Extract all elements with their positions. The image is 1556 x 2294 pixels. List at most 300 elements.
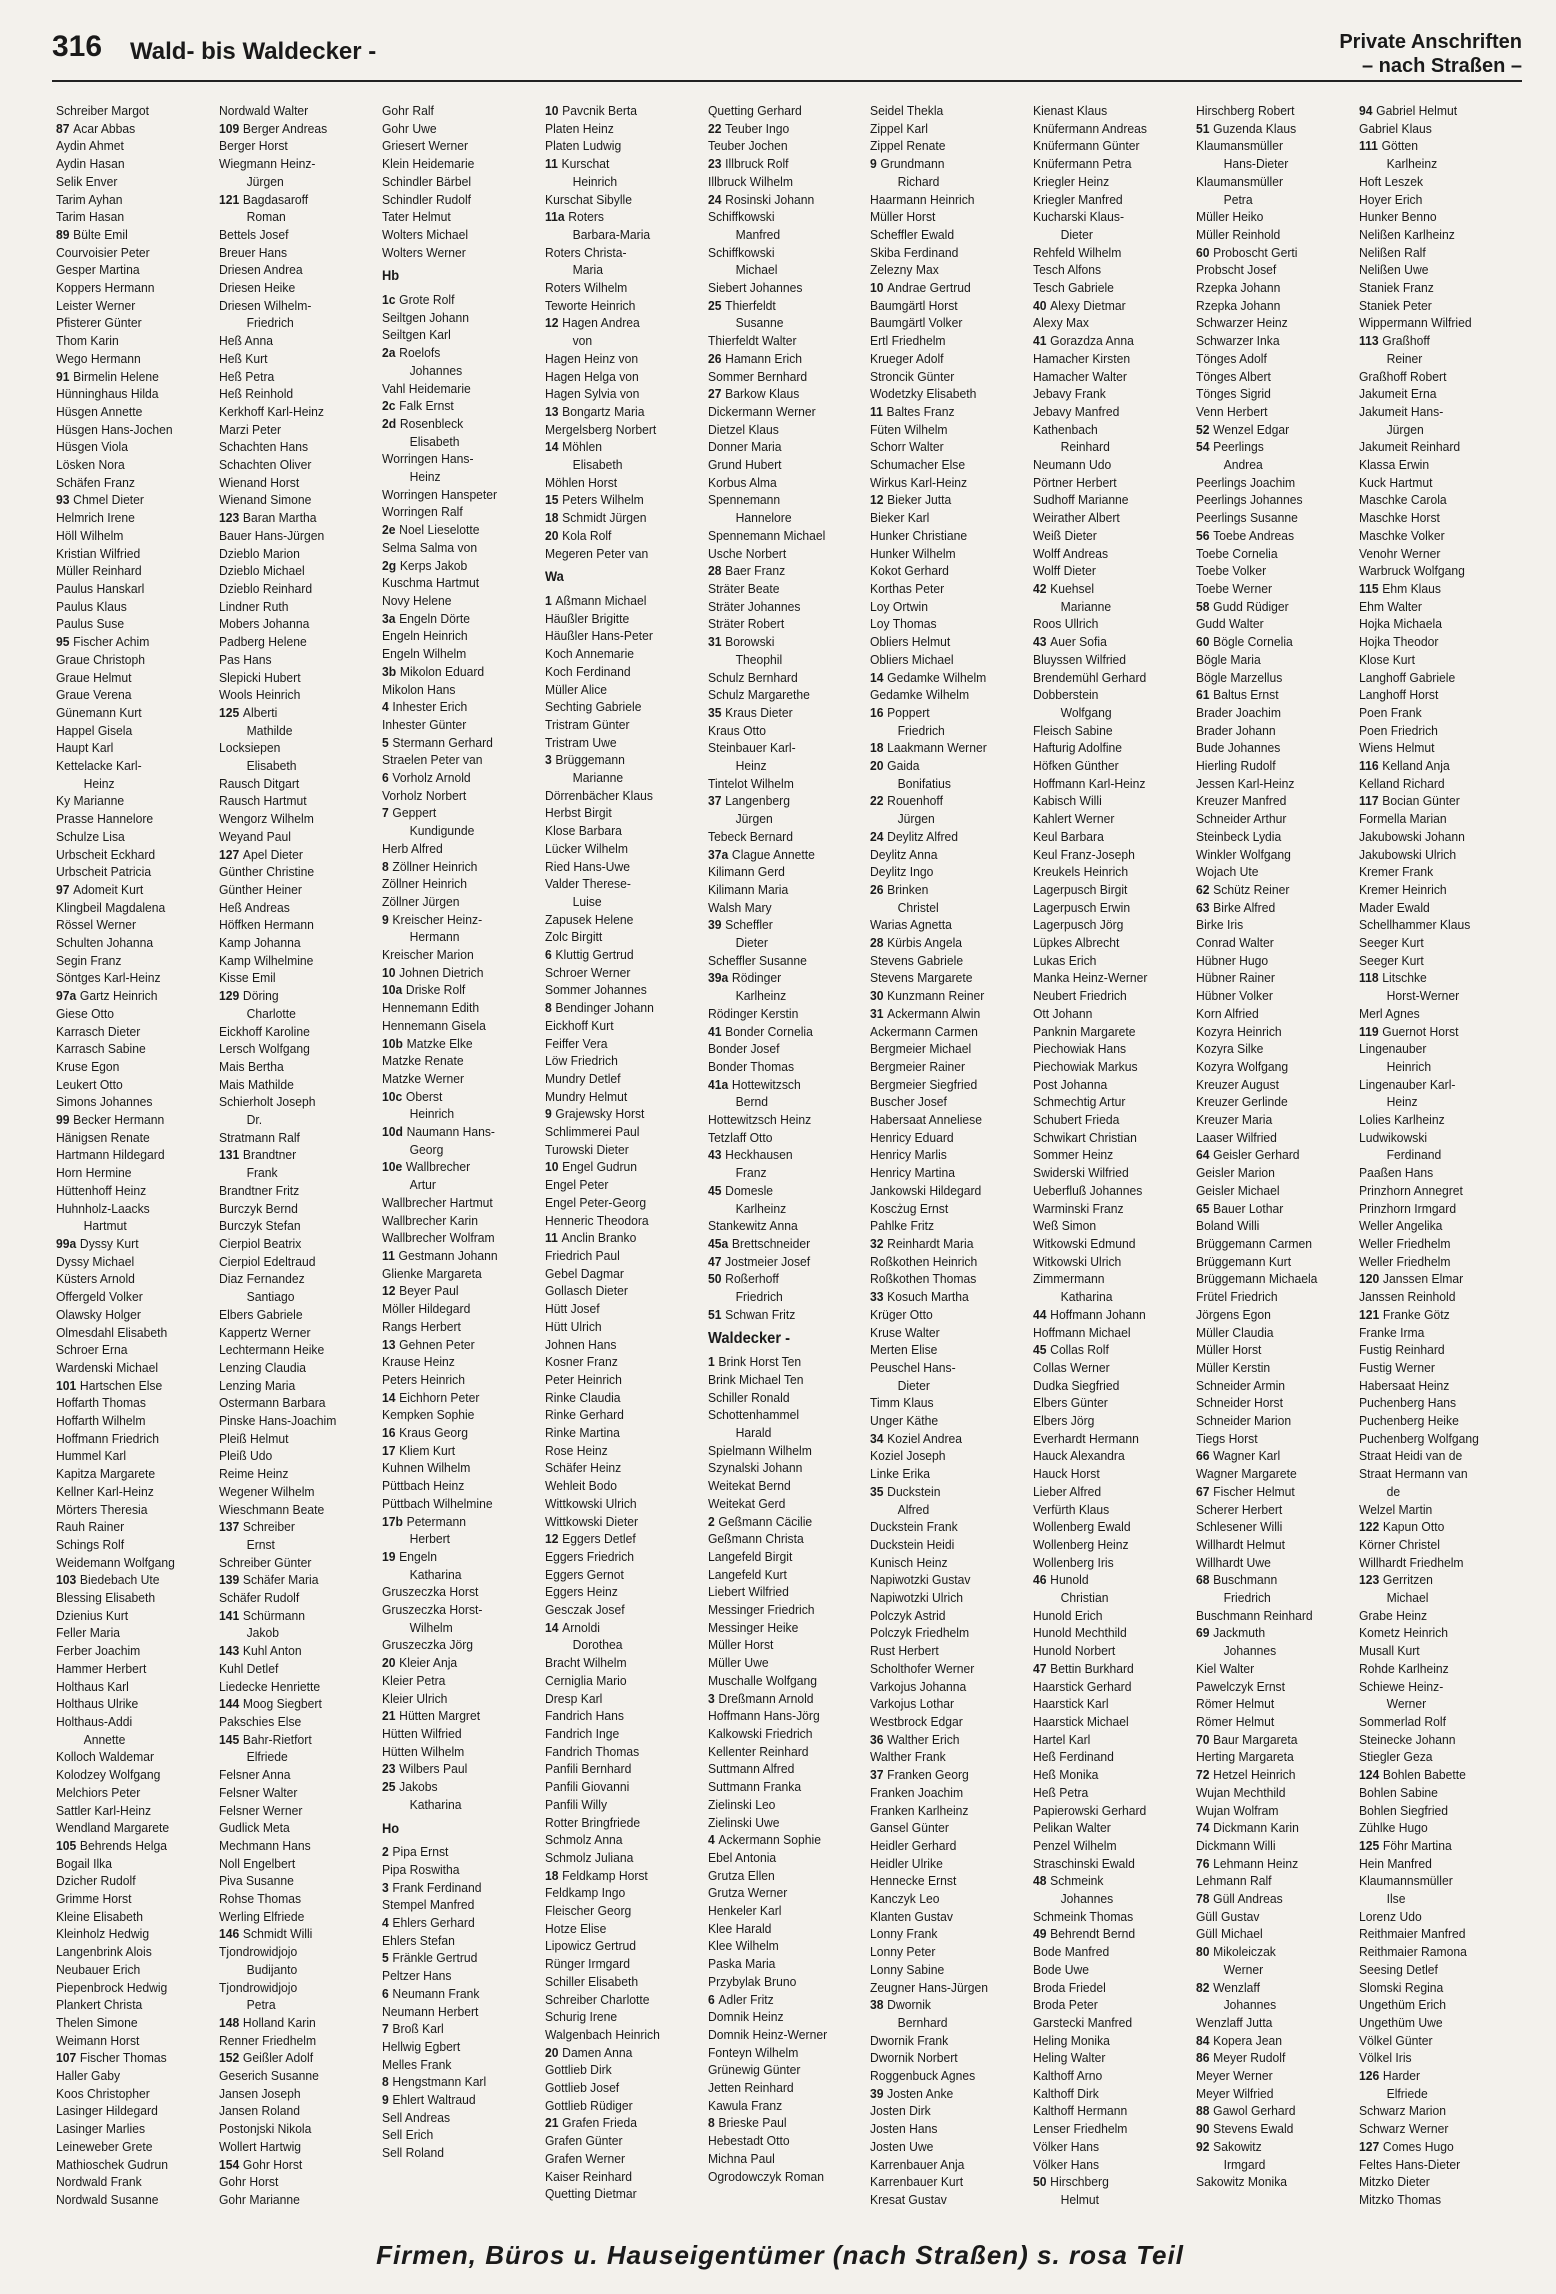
resident-name: Richard — [898, 173, 940, 189]
directory-entry — [382, 1914, 531, 1932]
directory-entry — [1359, 421, 1508, 439]
resident-name: Heinz — [83, 775, 115, 791]
house-number: 2 — [381, 1844, 389, 1860]
resident-name: Hummel Karl — [56, 1448, 127, 1464]
directory-entry — [382, 734, 531, 752]
house-number: 32 — [870, 1236, 884, 1251]
resident-name: Fustig Reinhard — [1359, 1342, 1445, 1358]
resident-name: Walther Frank — [870, 1749, 947, 1765]
resident-name: Muschalle Wolfgang — [707, 1672, 817, 1688]
directory-entry — [219, 598, 368, 616]
resident-name: Römer Helmut — [1196, 1696, 1275, 1712]
resident-name: Hoffarth Thomas — [56, 1395, 146, 1411]
directory-entry — [545, 1318, 694, 1336]
directory-entry — [870, 2120, 1019, 2138]
directory-entry — [708, 1530, 857, 1548]
resident-name: Burczyk Bernd — [218, 1200, 298, 1216]
resident-name: Zöllner Heinrich — [381, 876, 467, 892]
directory-entry — [1033, 2102, 1182, 2120]
directory-entry — [382, 1141, 531, 1159]
house-number: 15 — [544, 492, 559, 508]
directory-entry — [382, 1318, 531, 1336]
house-number: 111 — [1359, 138, 1379, 154]
resident-name: Heß Andreas — [218, 899, 290, 915]
resident-name: Mundry Detlef — [544, 1070, 621, 1086]
resident-name: Pipa Ernst — [392, 1844, 449, 1860]
resident-name: Herb Alfred — [381, 840, 443, 856]
resident-name: Jansen Roland — [218, 2103, 300, 2119]
resident-name: Schiewe Heinz- — [1359, 1678, 1444, 1694]
directory-entry — [382, 1619, 531, 1637]
resident-name: Jakobs — [398, 1779, 438, 1795]
directory-entry — [1196, 1288, 1345, 1306]
directory-entry — [1196, 1465, 1345, 1483]
directory-entry — [1033, 775, 1182, 793]
directory-entry — [870, 297, 1019, 315]
resident-name: Hotze Elise — [544, 1920, 607, 1936]
directory-entry — [1033, 899, 1182, 917]
directory-entry — [870, 757, 1019, 775]
directory-entry — [870, 2173, 1019, 2191]
house-number: 39 — [707, 917, 722, 933]
directory-entry — [1033, 1111, 1182, 1129]
directory-entry — [545, 893, 694, 911]
resident-name: Mais Bertha — [218, 1058, 284, 1074]
resident-name: Kerkhoff Karl-Heinz — [218, 403, 324, 419]
directory-entry — [1196, 1872, 1345, 1890]
house-number: 93 — [56, 492, 70, 508]
directory-entry — [219, 1129, 368, 1147]
resident-name: Dyssy Michael — [56, 1253, 135, 1269]
directory-entry — [870, 1819, 1019, 1837]
resident-name: Hoffmann Michael — [1033, 1324, 1131, 1340]
directory-entry — [545, 1743, 694, 1761]
resident-name: Kometz Heinrich — [1359, 1625, 1449, 1641]
directory-entry — [1196, 863, 1345, 881]
resident-name: Dzienius Kurt — [56, 1607, 129, 1623]
resident-name: Behrends Helga — [79, 1837, 167, 1853]
resident-name: Heidler Gerhard — [870, 1837, 957, 1853]
directory-entry — [1359, 934, 1508, 952]
directory-entry — [56, 1695, 205, 1713]
directory-entry — [1196, 173, 1345, 191]
directory-entry — [219, 1695, 368, 1713]
directory-entry — [870, 669, 1019, 687]
resident-name: Tjondrowidjojo — [218, 1979, 298, 1995]
directory-entry — [56, 1554, 205, 1572]
directory-entry — [219, 562, 368, 580]
resident-name: Sommer Bernhard — [707, 368, 807, 384]
resident-name: Hunker Wilhelm — [870, 545, 957, 561]
resident-name: Stevens Ewald — [1213, 2121, 1294, 2137]
directory-entry — [219, 1837, 368, 1855]
house-number: 10 — [544, 1159, 559, 1175]
directory-entry — [1033, 1306, 1182, 1324]
resident-name: Damen Anna — [561, 2044, 632, 2060]
directory-entry — [382, 244, 531, 262]
resident-name: Müller Heiko — [1196, 209, 1264, 225]
directory-entry — [1033, 244, 1182, 262]
directory-entry — [708, 562, 857, 580]
resident-name: Haupt Karl — [56, 740, 114, 756]
resident-name: Dzieblo Michael — [218, 563, 305, 579]
resident-name: Illbruck Rolf — [724, 156, 789, 172]
resident-name: Tristram Uwe — [544, 734, 617, 750]
resident-name: Birke Alfred — [1213, 899, 1276, 915]
house-number: 91 — [56, 368, 70, 384]
resident-name: Schneider Arthur — [1196, 811, 1287, 827]
directory-entry — [219, 863, 368, 881]
house-number: 101 — [56, 1377, 77, 1393]
resident-name: Tiegs Horst — [1196, 1430, 1258, 1446]
resident-name: Gottlieb Josef — [544, 2080, 619, 2096]
resident-name: Deylitz Anna — [870, 846, 938, 862]
directory-entry — [219, 969, 368, 987]
directory-entry — [1033, 1855, 1182, 1873]
directory-entry — [219, 545, 368, 563]
resident-name: Tebeck Bernard — [707, 828, 793, 844]
directory-entry — [56, 1146, 205, 1164]
house-number: 148 — [218, 2014, 240, 2030]
directory-entry — [708, 2097, 857, 2115]
directory-entry — [1033, 1182, 1182, 1200]
resident-name: Mikoleiczak — [1213, 1944, 1277, 1960]
resident-name: Manka Heinz-Werner — [1033, 970, 1148, 986]
directory-entry — [708, 438, 857, 456]
directory-entry — [1196, 1695, 1345, 1713]
resident-name: Kanczyk Leo — [870, 1891, 940, 1907]
resident-name: Dwornik — [887, 1997, 932, 2013]
house-number: 51 — [1196, 120, 1210, 136]
directory-entry — [1359, 1855, 1508, 1873]
resident-name: Sträter Robert — [707, 616, 784, 632]
house-number: 121 — [218, 191, 240, 207]
directory-entry — [870, 686, 1019, 704]
directory-entry — [1033, 1890, 1182, 1908]
directory-entry — [870, 1023, 1019, 1041]
resident-name: Roters — [567, 209, 604, 225]
directory-entry — [870, 1925, 1019, 1943]
resident-name: Polczyk Friedhelm — [870, 1625, 970, 1641]
resident-name: Föhr Martina — [1383, 1837, 1452, 1853]
directory-entry — [1359, 137, 1508, 155]
directory-entry — [1033, 562, 1182, 580]
directory-entry — [1033, 828, 1182, 846]
resident-name: Habersaat Anneliese — [870, 1112, 983, 1128]
resident-name: Lersch Wolfgang — [218, 1041, 310, 1057]
resident-name: Rust Herbert — [870, 1643, 940, 1659]
directory-entry — [1359, 1624, 1508, 1642]
resident-name: Kreuzer Maria — [1196, 1112, 1273, 1128]
resident-name: Borowski — [724, 634, 774, 650]
resident-name: Bauer Lothar — [1213, 1200, 1284, 1216]
resident-name: Kilimann Gerd — [707, 864, 785, 880]
resident-name: Fränkle Gertrud — [392, 1950, 478, 1966]
resident-name: Baltes Franz — [886, 403, 956, 419]
directory-entry — [219, 722, 368, 740]
resident-name: Schiffkowski — [707, 209, 775, 225]
directory-entry — [382, 627, 531, 645]
directory-entry — [708, 1955, 857, 1973]
house-number: 50 — [1033, 2174, 1047, 2190]
resident-name: Loy Ortwin — [870, 598, 929, 614]
directory-entry — [56, 1430, 205, 1448]
resident-name: Henricy Martina — [870, 1165, 956, 1181]
directory-entry — [56, 1979, 205, 1997]
directory-entry — [1196, 261, 1345, 279]
directory-entry — [56, 969, 205, 987]
resident-name: Bögle Maria — [1196, 651, 1261, 667]
resident-name: Wengorz Wilhelm — [218, 811, 314, 827]
directory-entry — [219, 1996, 368, 2014]
resident-name: Christel — [898, 899, 940, 915]
directory-entry — [708, 1040, 857, 1058]
resident-name: Hafturig Adolfine — [1033, 740, 1123, 756]
resident-name: Hüttenhoff Heinz — [56, 1182, 147, 1198]
directory-entry — [870, 739, 1019, 757]
directory-entry — [870, 173, 1019, 191]
resident-name: Felsner Anna — [218, 1767, 291, 1783]
directory-entry — [870, 1731, 1019, 1749]
directory-entry — [870, 261, 1019, 279]
house-number: 22 — [707, 120, 722, 136]
directory-entry — [1359, 952, 1508, 970]
resident-name: Duckstein Heidi — [870, 1536, 955, 1552]
directory-entry — [870, 1465, 1019, 1483]
directory-entry — [56, 651, 205, 669]
directory-entry — [708, 155, 857, 173]
directory-entry — [56, 1518, 205, 1536]
directory-entry — [1033, 2138, 1182, 2156]
resident-name: Thierfeldt — [724, 297, 776, 313]
directory-entry — [1033, 1536, 1182, 1554]
directory-entry — [219, 2173, 368, 2191]
directory-entry — [870, 863, 1019, 881]
resident-name: Thierfeldt Walter — [707, 333, 797, 349]
resident-name: Noel Lieselotte — [398, 522, 480, 538]
directory-entry — [1196, 633, 1345, 651]
resident-name: Elfriede — [1386, 2085, 1428, 2101]
resident-name: Brink Michael Ten — [707, 1371, 804, 1387]
directory-entry — [56, 899, 205, 917]
house-number: 41 — [1033, 333, 1047, 349]
resident-name: Haarstick Michael — [1033, 1713, 1130, 1729]
directory-entry — [1033, 1819, 1182, 1837]
directory-entry — [56, 1076, 205, 1094]
resident-name: Völker Hans — [1033, 2138, 1100, 2154]
directory-entry — [382, 2073, 531, 2091]
directory-entry — [56, 1855, 205, 1873]
resident-name: Franke Irma — [1359, 1324, 1425, 1340]
directory-entry — [56, 1802, 205, 1820]
resident-name: Kreuzer Gerlinde — [1196, 1094, 1288, 1110]
directory-entry — [708, 580, 857, 598]
directory-entry — [708, 1164, 857, 1182]
house-number: 45 — [707, 1182, 722, 1198]
resident-name: Gaida — [887, 758, 921, 774]
directory-entry — [1359, 1324, 1508, 1342]
directory-entry — [1359, 1341, 1508, 1359]
resident-name: Hoft Leszek — [1359, 173, 1424, 189]
resident-name: Krüger Otto — [870, 1306, 934, 1322]
directory-entry — [545, 1920, 694, 1938]
resident-name: Inhester Günter — [381, 716, 467, 732]
directory-entry — [708, 1725, 857, 1743]
resident-name: Günther Christine — [218, 864, 314, 880]
directory-entry — [1033, 2191, 1182, 2209]
directory-entry — [1196, 916, 1345, 934]
directory-entry — [382, 2020, 531, 2038]
house-number: 31 — [707, 634, 722, 650]
resident-name: Vorholz Norbert — [381, 787, 467, 803]
resident-name: Gudd Walter — [1196, 616, 1264, 632]
resident-name: Mathioschek Gudrun — [56, 2156, 168, 2172]
directory-entry — [1196, 757, 1345, 775]
resident-name: Grote Rolf — [398, 292, 455, 308]
resident-name: Leukert Otto — [56, 1076, 123, 1092]
resident-name: Kozyra Heinrich — [1196, 1023, 1282, 1039]
resident-name: Wiegmann Heinz- — [218, 156, 316, 172]
resident-name: Kurschat — [561, 156, 610, 172]
directory-entry — [1359, 1164, 1508, 1182]
directory-entry — [545, 1619, 694, 1637]
resident-name: Sell Erich — [381, 2127, 434, 2143]
resident-name: Kreukels Heinrich — [1033, 864, 1129, 880]
resident-name: Langhoff Horst — [1359, 687, 1439, 703]
directory-entry — [382, 1796, 531, 1814]
resident-name: Höfken Günther — [1033, 758, 1120, 774]
directory-entry — [708, 1353, 857, 1371]
resident-name: Wiens Helmut — [1359, 740, 1435, 756]
directory-entry — [870, 509, 1019, 527]
directory-entry — [1196, 1501, 1345, 1519]
resident-name: Jakumeit Reinhard — [1359, 439, 1461, 455]
resident-name: Piva Susanne — [218, 1873, 294, 1889]
directory-entry — [219, 173, 368, 191]
resident-name: Kolloch Waldemar — [56, 1749, 155, 1765]
resident-name: Zippel Renate — [870, 138, 946, 154]
resident-name: Lasinger Hildegard — [56, 2103, 158, 2119]
directory-entry — [1359, 1925, 1508, 1943]
directory-entry — [1033, 226, 1182, 244]
house-number: 123 — [1359, 1572, 1380, 1588]
resident-name: Katharina — [409, 1566, 462, 1582]
directory-entry — [382, 981, 531, 999]
house-number: 127 — [1359, 2138, 1380, 2154]
directory-entry — [56, 137, 205, 155]
resident-name: Napiwotzki Gustav — [870, 1572, 971, 1588]
directory-entry — [56, 545, 205, 563]
directory-entry — [1359, 1412, 1508, 1430]
directory-entry — [219, 137, 368, 155]
directory-entry — [219, 1023, 368, 1041]
directory-entry — [870, 1607, 1019, 1625]
directory-entry — [870, 1359, 1019, 1377]
directory-entry — [56, 155, 205, 173]
resident-name: Koch Annemarie — [544, 646, 634, 662]
resident-name: Bögle Cornelia — [1213, 634, 1294, 650]
directory-entry — [382, 1247, 531, 1265]
resident-name: Fonteyn Wilhelm — [707, 2044, 798, 2060]
directory-entry — [708, 2168, 857, 2186]
directory-entry — [1196, 562, 1345, 580]
resident-name: Heß Kurt — [218, 350, 268, 366]
resident-name: Elbers Jörg — [1033, 1413, 1095, 1429]
directory-entry — [708, 1288, 857, 1306]
directory-entry — [545, 527, 694, 545]
directory-entry — [545, 350, 694, 368]
directory-entry — [219, 792, 368, 810]
resident-name: Hoffmann Karl-Heinz — [1033, 775, 1146, 791]
resident-name: Vahl Heidemarie — [381, 380, 471, 396]
directory-entry — [1359, 863, 1508, 881]
resident-name: Illbruck Wilhelm — [707, 173, 793, 189]
directory-entry — [382, 716, 531, 734]
directory-entry — [56, 173, 205, 191]
directory-entry — [382, 102, 531, 120]
directory-entry — [545, 751, 694, 769]
directory-entry — [545, 1601, 694, 1619]
directory-entry — [1359, 261, 1508, 279]
directory-entry — [545, 964, 694, 982]
directory-entry — [870, 1182, 1019, 1200]
resident-name: Feldkamp Ingo — [544, 1885, 625, 1901]
directory-entry — [56, 1129, 205, 1147]
resident-name: Mitzko Dieter — [1359, 2174, 1430, 2190]
house-number: 6 — [381, 1985, 389, 2001]
resident-name: Paaßen Hans — [1359, 1165, 1434, 1181]
directory-entry — [870, 1040, 1019, 1058]
resident-name: Kappertz Werner — [218, 1324, 311, 1340]
house-number: 8 — [381, 2074, 389, 2090]
resident-name: Müller Reinhold — [1196, 226, 1281, 242]
directory-entry — [870, 1624, 1019, 1642]
house-number: 72 — [1196, 1767, 1210, 1783]
directory-column — [382, 102, 544, 2184]
resident-name: Messinger Heike — [707, 1619, 798, 1635]
directory-entry — [1196, 1023, 1345, 1041]
directory-entry — [382, 1176, 531, 1194]
house-number: 126 — [1359, 2068, 1380, 2084]
directory-entry — [219, 846, 368, 864]
directory-entry — [1359, 2067, 1508, 2085]
resident-name: Hennemann Edith — [381, 1000, 479, 1016]
directory-entry — [1196, 1996, 1345, 2014]
resident-name: Möhlen — [561, 439, 602, 455]
directory-entry — [382, 2038, 531, 2056]
resident-name: Panfili Giovanni — [544, 1779, 629, 1795]
resident-name: Dzieblo Reinhard — [218, 580, 312, 596]
resident-name: Lehmann Ralf — [1196, 1873, 1272, 1889]
resident-name: Blessing Elisabeth — [56, 1590, 156, 1606]
directory-entry — [708, 2026, 857, 2044]
directory-entry — [1196, 952, 1345, 970]
directory-entry — [545, 1849, 694, 1867]
resident-name: Bogail Ilka — [56, 1855, 112, 1871]
directory-entry — [545, 1229, 694, 1247]
resident-name: Courvoisier Peter — [56, 244, 150, 260]
house-number: 18 — [544, 1867, 559, 1883]
directory-entry — [56, 1660, 205, 1678]
directory-entry — [870, 1306, 1019, 1324]
directory-entry — [1359, 775, 1508, 793]
resident-name: Neubert Friedrich — [1033, 988, 1128, 1004]
resident-name: Baer Franz — [724, 563, 785, 579]
resident-name: Kunisch Heinz — [870, 1554, 949, 1570]
resident-name: Theophil — [735, 651, 782, 667]
resident-name: Plankert Christa — [56, 1997, 143, 2013]
directory-entry — [1196, 509, 1345, 527]
